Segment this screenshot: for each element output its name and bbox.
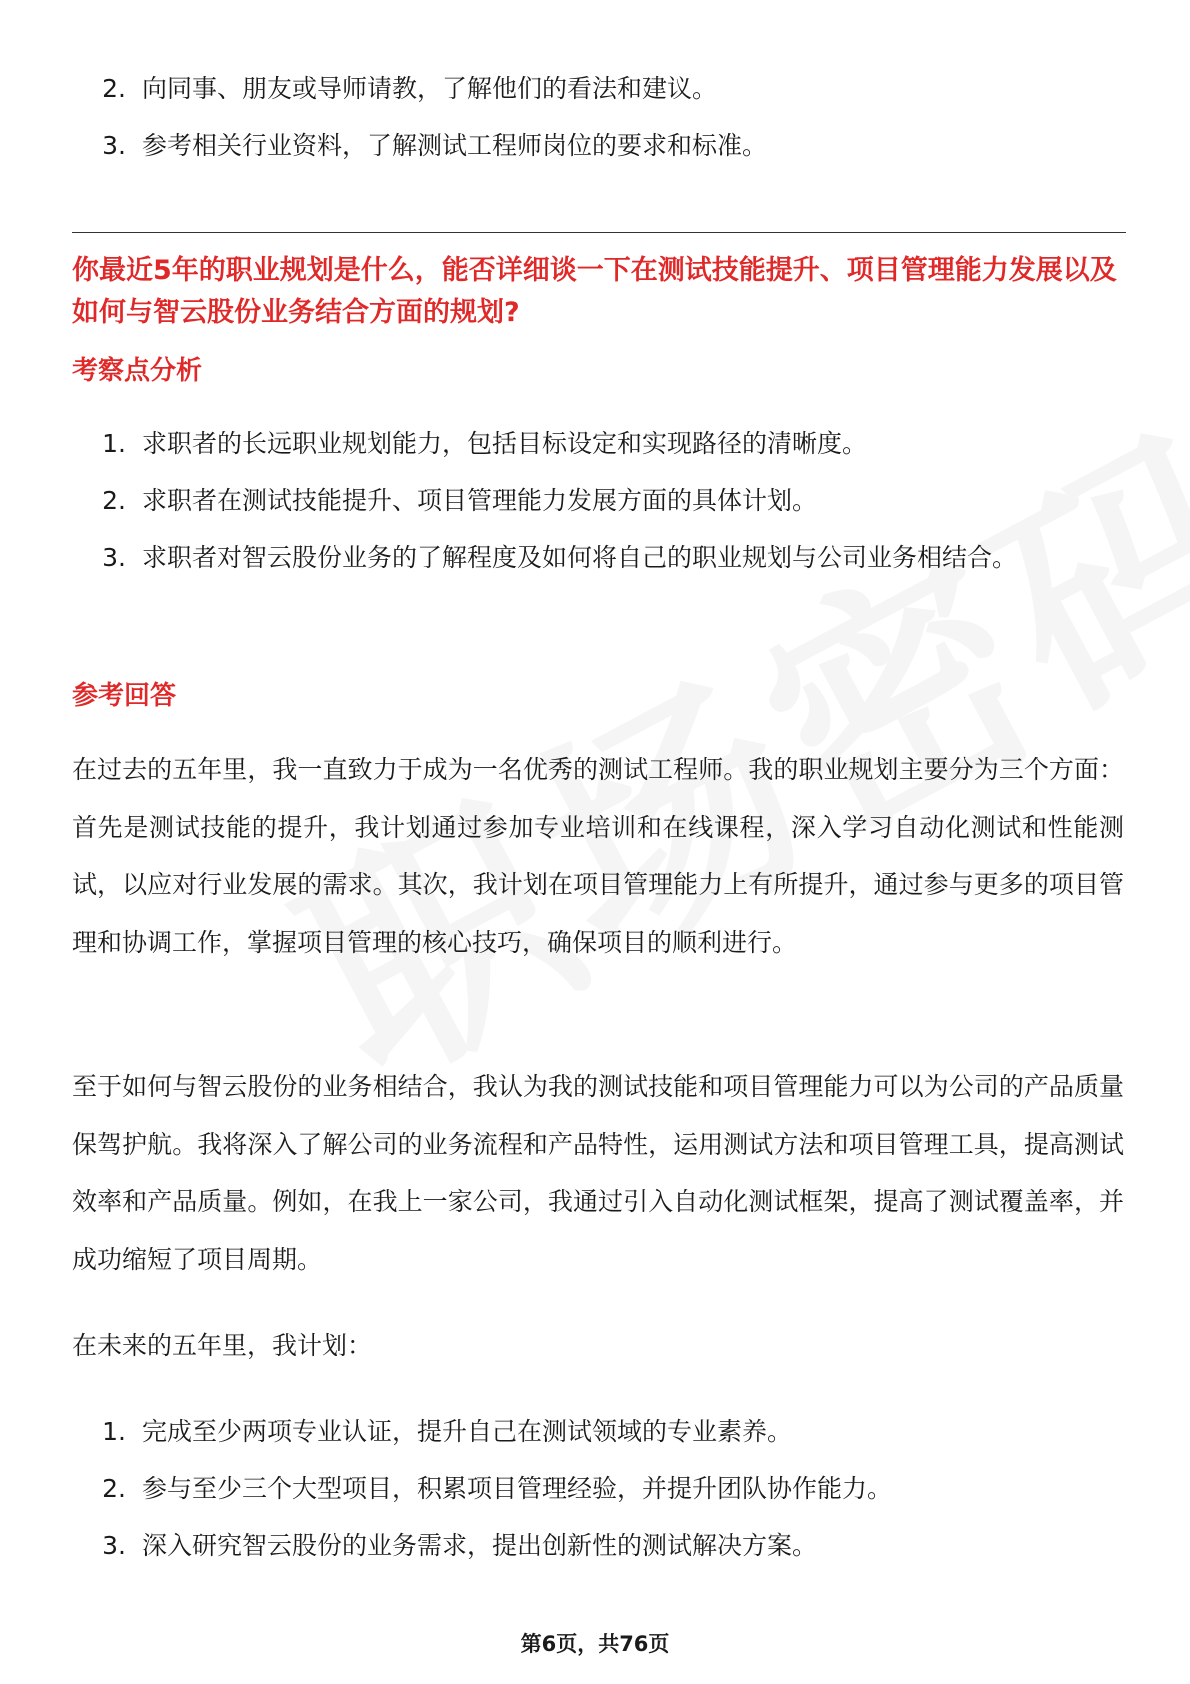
list-item	[72, 415, 1132, 472]
list-number: 2.	[102, 74, 126, 103]
list-item	[72, 1460, 1132, 1517]
answer-paragraph: 在过去的五年里，我一直致力于成为一名优秀的测试工程师。我的职业规划主要分为三个方面：首先是测试技能的提升，我计划通过参加专业培训和在线课程，深入学习自动化测试和性能测试，以应对行业发展的需求。其次，我计划在项目管理能力上有所提升，通过参与更多的项目管理和协调工作，掌握项目管理的核心技巧，确保项目的顺利进行。	[72, 755, 1124, 957]
list-item	[72, 1403, 1132, 1460]
question-title: 你最近5年的职业规划是什么，能否详细谈一下在测试技能提升、项目管理能力发展以及如何与智云股份业务结合方面的规划?	[72, 255, 1117, 328]
answer-paragraph: 至于如何与智云股份的业务相结合，我认为我的测试技能和项目管理能力可以为公司的产品质量保驾护航。我将深入了解公司的业务流程和产品特性，运用测试方法和项目管理工具，提高测试效率和产品质量。例如，在我上一家公司，我通过引入自动化测试框架，提高了测试覆盖率，并成功缩短了项目周期。	[72, 1072, 1124, 1274]
list-number: 2.	[102, 1474, 126, 1503]
list-text: 求职者在测试技能提升、项目管理能力发展方面的具体计划。	[142, 486, 818, 515]
list-text: 求职者的长远职业规划能力，包括目标设定和实现路径的清晰度。	[142, 429, 868, 458]
list-number: 3.	[102, 543, 126, 572]
list-item	[72, 60, 1132, 117]
list-text: 深入研究智云股份的业务需求，提出创新性的测试解决方案。	[142, 1531, 818, 1560]
list-text: 参考相关行业资料，了解测试工程师岗位的要求和标准。	[142, 131, 768, 160]
answer-paragraph: 在未来的五年里，我计划：	[72, 1331, 373, 1360]
list-item	[72, 529, 1132, 586]
list-text: 向同事、朋友或导师请教，了解他们的看法和建议。	[142, 74, 718, 103]
list-number: 3.	[102, 1531, 126, 1560]
section-divider	[72, 232, 1126, 233]
analysis-heading: 考察点分析	[72, 356, 203, 386]
list-item	[72, 1517, 1132, 1574]
list-text: 求职者对智云股份业务的了解程度及如何将自己的职业规划与公司业务相结合。	[142, 543, 1018, 572]
list-number: 2.	[102, 486, 126, 515]
list-item	[72, 117, 1132, 174]
top-list	[72, 60, 1132, 174]
list-text: 完成至少两项专业认证，提升自己在测试领域的专业素养。	[142, 1417, 793, 1446]
list-number: 3.	[102, 131, 126, 160]
list-number: 1.	[102, 429, 126, 458]
answer-heading: 参考回答	[72, 681, 177, 711]
plan-list	[72, 1403, 1132, 1574]
list-item	[72, 472, 1132, 529]
list-text: 参与至少三个大型项目，积累项目管理经验，并提升团队协作能力。	[142, 1474, 893, 1503]
list-number: 1.	[102, 1417, 126, 1446]
page-number: 第6页，共76页	[520, 1632, 670, 1656]
analysis-list	[72, 415, 1132, 586]
